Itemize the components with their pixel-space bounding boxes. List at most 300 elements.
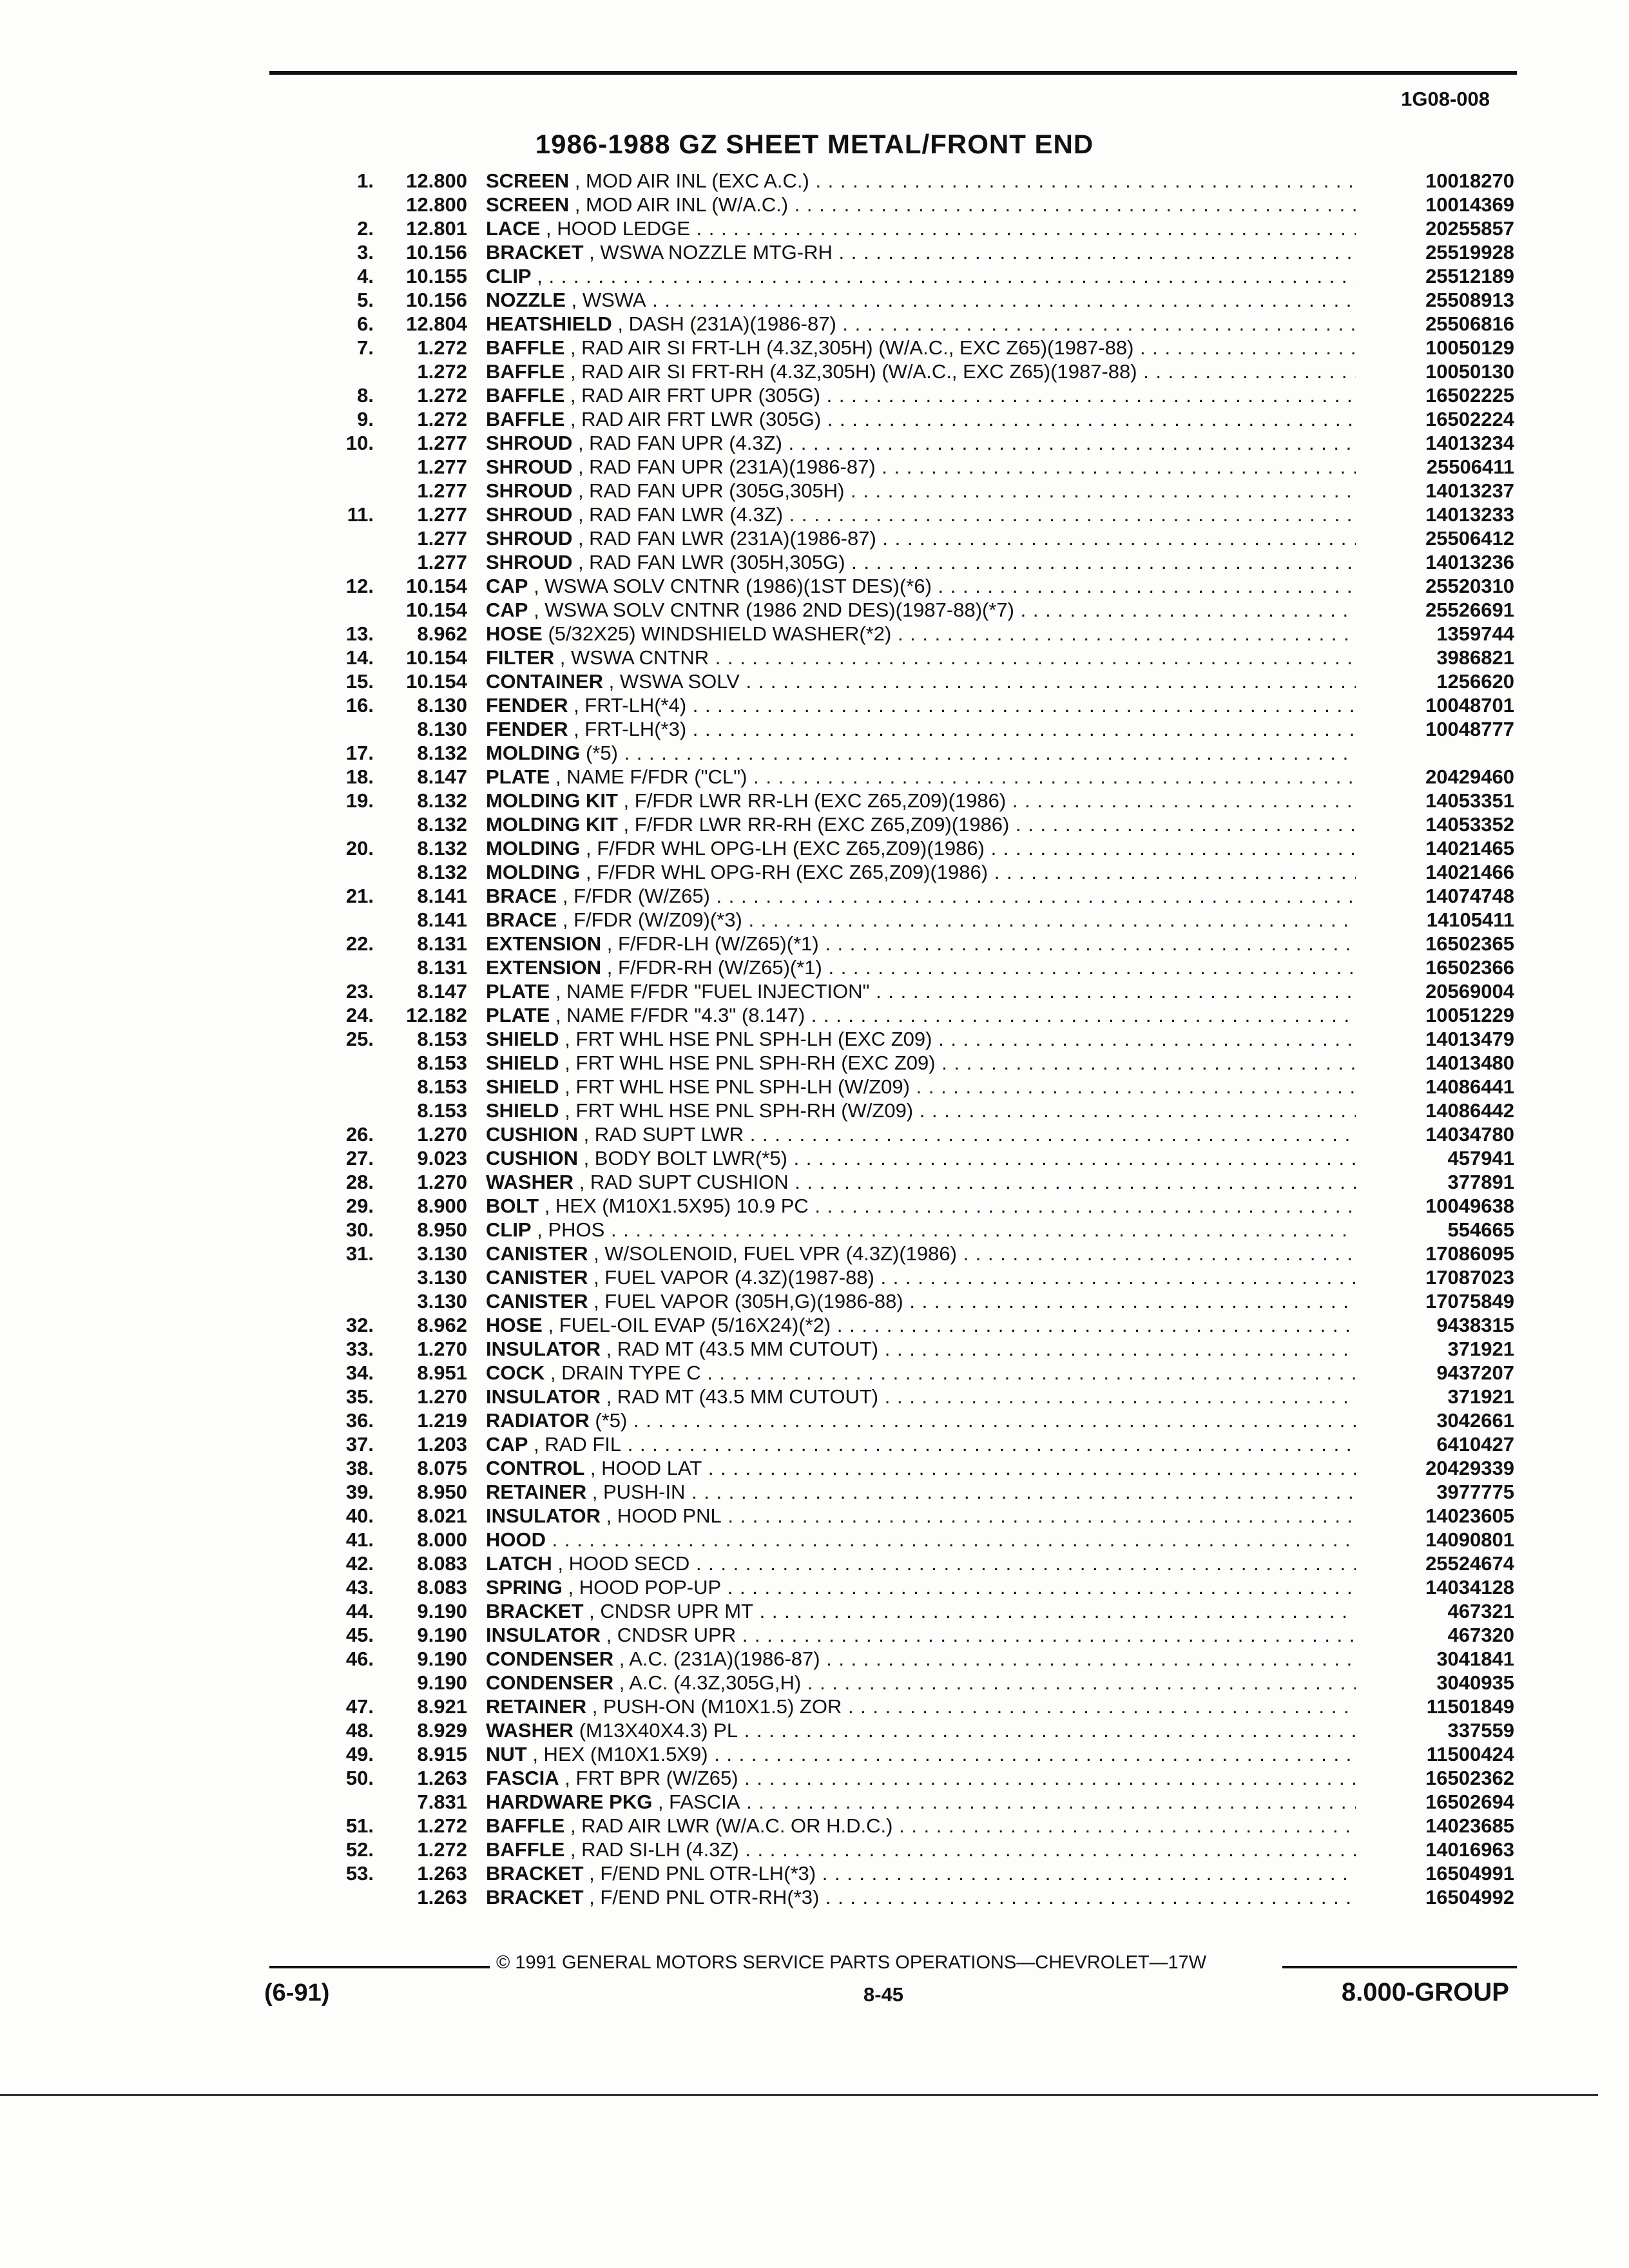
part-name: BRACKET [486,241,584,264]
part-description [486,765,1356,789]
part-spec: , F/FDR WHL OPG-RH (EXC Z65,Z09)(1986) [580,861,988,883]
part-group-number: 1.270 [417,1123,467,1146]
part-ref-number: 29. [345,1195,374,1217]
part-number: 14105411 [1426,908,1514,931]
part-name: SHROUD [486,479,573,502]
footer-rule-right [1282,1966,1517,1968]
part-description [486,1075,1356,1099]
part-group-number: 9.190 [417,1624,467,1646]
part-row [0,1099,1629,1122]
part-description [486,860,1356,884]
part-row [0,646,1629,669]
part-description [486,479,1356,503]
part-description [486,1456,1356,1480]
part-number: 16504991 [1425,1862,1514,1885]
part-description [486,1027,1356,1051]
part-ref-number: 48. [345,1719,374,1742]
part-name: CLIP [486,265,532,287]
part-ref-number: 35. [345,1385,374,1408]
part-row [0,1170,1629,1194]
part-description [486,1623,1356,1647]
part-group-number: 8.962 [417,622,467,645]
part-row [0,979,1629,1003]
part-description [486,312,1356,336]
part-name: BAFFLE [486,1814,565,1837]
part-spec: , F/FDR-LH (W/Z65)(*1) [601,932,819,955]
part-spec: , RAD SI-LH (4.3Z) [564,1838,739,1861]
part-description [486,1671,1356,1695]
part-row [0,240,1629,264]
part-number: 14053351 [1425,789,1514,812]
part-spec: , F/END PNL OTR-RH(*3) [583,1886,820,1908]
part-row [0,1480,1629,1504]
part-number: 14086442 [1425,1099,1514,1122]
part-number: 10049638 [1425,1195,1514,1217]
part-number: 371921 [1447,1385,1514,1408]
part-row [0,1695,1629,1718]
part-group-number: 1.272 [417,384,467,407]
part-number: 14013480 [1425,1052,1514,1074]
part-row [0,1122,1629,1146]
part-ref-number: 32. [345,1314,374,1336]
part-description [486,1099,1356,1122]
part-group-number: 1.277 [417,456,467,478]
part-ref-number: 37. [345,1433,374,1456]
part-ref-number: 10. [345,432,374,454]
footer-group: 8.000-GROUP [1341,1978,1509,2006]
part-number: 3977775 [1436,1481,1514,1503]
part-description [486,360,1356,383]
part-name: SCREEN [486,193,570,216]
part-row [0,1718,1629,1742]
part-spec: , F/FDR (W/Z09)(*3) [557,908,742,931]
part-row [0,1289,1629,1313]
part-description [486,646,1356,669]
part-name: RETAINER [486,1695,587,1718]
part-spec: , FRT WHL HSE PNL SPH-LH (W/Z09) [559,1075,910,1098]
part-description [486,1575,1356,1599]
part-number: 1359744 [1436,622,1514,645]
part-group-number: 10.155 [406,265,467,287]
part-description [486,836,1356,860]
part-ref-number: 1. [357,169,374,192]
top-rule [269,71,1517,75]
part-ref-number: 27. [345,1147,374,1169]
part-description [486,1242,1356,1265]
part-group-number: 1.277 [417,479,467,502]
part-name: HARDWARE PKG [486,1791,653,1813]
part-name: INSULATOR [486,1624,601,1646]
part-row [0,1146,1629,1170]
part-name: CONTAINER [486,670,603,693]
part-description [486,1480,1356,1504]
part-spec: , WSWA CNTNR [554,646,709,669]
part-row [0,741,1629,765]
part-ref-number: 19. [345,789,374,812]
part-description [486,1718,1356,1742]
part-name: CAP [486,575,528,597]
part-group-number: 8.083 [417,1576,467,1599]
part-name: HEATSHIELD [486,312,612,335]
part-group-number: 1.219 [417,1409,467,1432]
part-number: 16502362 [1425,1767,1514,1789]
part-name: BRACKET [486,1862,584,1885]
part-name: WASHER [486,1719,574,1742]
part-row [0,836,1629,860]
part-row [0,693,1629,717]
part-description [486,1194,1356,1218]
part-number: 14021465 [1425,837,1514,860]
part-group-number: 8.900 [417,1195,467,1217]
part-number: 10051229 [1425,1004,1514,1026]
part-name: FENDER [486,694,568,716]
part-spec: , [531,265,543,287]
part-spec: , W/SOLENOID, FUEL VPR (4.3Z)(1986) [588,1242,957,1265]
part-number: 14023605 [1425,1504,1514,1527]
part-number: 25506411 [1426,456,1514,478]
part-row [0,1408,1629,1432]
part-spec: , HOOD LEDGE [540,217,690,240]
part-group-number: 9.190 [417,1671,467,1694]
part-name: SHROUD [486,456,573,478]
bottom-rule [0,2094,1598,2096]
part-spec: , BODY BOLT LWR(*5) [577,1147,787,1169]
part-group-number: 8.153 [417,1099,467,1122]
part-number: 337559 [1447,1719,1514,1742]
part-spec: , WSWA NOZZLE MTG-RH [583,241,833,264]
part-description [486,1504,1356,1528]
part-description [486,431,1356,455]
part-ref-number: 52. [345,1838,374,1861]
part-ref-number: 14. [345,646,374,669]
part-spec: (*5) [580,742,618,764]
part-description [486,1766,1356,1790]
part-description [486,1146,1356,1170]
part-name: BAFFLE [486,408,565,430]
part-spec: , HOOD POP-UP [562,1576,722,1599]
part-spec: , NAME F/FDR ("CL") [550,765,747,788]
part-description [486,264,1356,288]
part-description [486,1218,1356,1242]
part-description [486,1814,1356,1838]
part-row [0,789,1629,812]
part-group-number: 12.804 [406,312,467,335]
part-group-number: 8.130 [417,718,467,740]
part-number: 14013236 [1425,551,1514,573]
part-row [0,216,1629,240]
part-spec: , HOOD PNL [600,1504,722,1527]
part-ref-number: 8. [357,384,374,407]
part-spec: , FASCIA [652,1791,740,1813]
part-spec: , DRAIN TYPE C [545,1361,701,1384]
part-ref-number: 25. [345,1028,374,1050]
part-group-number: 8.000 [417,1528,467,1551]
part-spec: (*5) [589,1409,628,1432]
part-row [0,1766,1629,1790]
part-name: CANISTER [486,1266,588,1289]
part-ref-number: 15. [345,670,374,693]
part-number: 25526691 [1425,599,1514,621]
part-description [486,622,1356,646]
part-spec: , RAD FAN UPR (231A)(1986-87) [572,456,876,478]
part-group-number: 8.950 [417,1481,467,1503]
part-description [486,1742,1356,1766]
part-row [0,312,1629,336]
part-spec: , FRT BPR (W/Z65) [559,1767,738,1789]
part-number: 14013237 [1425,479,1514,502]
part-row [0,264,1629,288]
part-group-number: 1.272 [417,1838,467,1861]
part-description [486,1265,1356,1289]
part-number: 16502365 [1425,932,1514,955]
part-spec: , RAD AIR SI FRT-LH (4.3Z,305H) (W/A.C., EXC Z65)(1987-88) [564,336,1134,359]
part-row [0,1194,1629,1218]
part-row [0,956,1629,979]
part-spec: , RAD AIR SI FRT-RH (4.3Z,305H) (W/A.C., EXC Z65)(1987-88) [564,360,1137,383]
part-row [0,1027,1629,1051]
part-ref-number: 12. [345,575,374,597]
part-spec: , FRT-LH(*4) [568,694,687,716]
part-name: BAFFLE [486,1838,565,1861]
part-description [486,455,1356,479]
part-name: CUSHION [486,1147,578,1169]
part-name: SCREEN [486,169,570,192]
part-description [486,741,1356,765]
part-number: 14013479 [1425,1028,1514,1050]
part-row [0,1885,1629,1909]
page-code: 1G08-008 [1401,88,1490,110]
part-group-number: 3.130 [417,1290,467,1312]
part-spec: , NAME F/FDR "FUEL INJECTION" [550,980,870,1003]
part-name: FILTER [486,646,555,669]
part-row [0,1671,1629,1695]
part-group-number: 8.153 [417,1075,467,1098]
part-spec: , F/FDR LWR RR-LH (EXC Z65,Z09)(1986) [617,789,1007,812]
part-name: PLATE [486,765,550,788]
part-name: FENDER [486,718,568,740]
part-group-number: 8.075 [417,1457,467,1479]
part-row [0,1337,1629,1361]
part-description [486,1003,1356,1027]
part-ref-number: 11. [347,503,374,526]
part-name: CONTROL [486,1457,585,1479]
part-name: INSULATOR [486,1338,601,1360]
part-group-number: 10.156 [406,241,467,264]
part-ref-number: 26. [345,1123,374,1146]
part-spec: , FUEL-OIL EVAP (5/16X24)(*2) [542,1314,831,1336]
part-row [0,479,1629,503]
part-spec: , WSWA SOLV CNTNR (1986 2ND DES)(1987-88)(*7) [528,599,1014,621]
part-name: BRACE [486,908,557,931]
part-group-number: 9.023 [417,1147,467,1169]
part-name: NOZZLE [486,289,566,311]
part-name: WASHER [486,1171,574,1193]
part-spec: , FUEL VAPOR (4.3Z)(1987-88) [588,1266,874,1289]
part-ref-number: 46. [345,1648,374,1670]
part-ref-number: 17. [345,742,374,764]
part-group-number: 1.277 [417,527,467,550]
part-ref-number: 47. [345,1695,374,1718]
part-description [486,1432,1356,1456]
part-row [0,1361,1629,1385]
part-spec: , RAD FAN LWR (4.3Z) [572,503,784,526]
part-ref-number: 33. [345,1338,374,1360]
part-name: RADIATOR [486,1409,590,1432]
part-row [0,193,1629,216]
part-number: 14021466 [1425,861,1514,883]
part-spec: , CNDSR UPR [600,1624,737,1646]
part-name: RETAINER [486,1481,587,1503]
part-row [0,360,1629,383]
part-spec: , WSWA SOLV CNTNR (1986)(1ST DES)(*6) [528,575,932,597]
part-description [486,1861,1356,1885]
part-name: SHIELD [486,1099,559,1122]
part-number: 17087023 [1425,1266,1514,1289]
part-description [486,1552,1356,1575]
part-row [0,908,1629,932]
part-description [486,1289,1356,1313]
part-name: SHIELD [486,1052,559,1074]
part-number: 25519928 [1425,241,1514,264]
part-row [0,812,1629,836]
part-group-number: 8.951 [417,1361,467,1384]
part-group-number: 10.154 [406,670,467,693]
part-spec: , RAD FAN LWR (231A)(1986-87) [572,527,876,550]
part-number: 25506412 [1425,527,1514,550]
part-number: 10048701 [1425,694,1514,716]
part-ref-number: 5. [357,289,374,311]
part-number: 14013234 [1425,432,1514,454]
part-number: 14034128 [1425,1576,1514,1599]
part-group-number: 1.203 [417,1433,467,1456]
part-description [486,169,1356,193]
part-description [486,1385,1356,1408]
part-group-number: 8.131 [417,956,467,979]
part-number: 14013233 [1425,503,1514,526]
part-group-number: 1.272 [417,360,467,383]
part-row [0,1599,1629,1623]
part-spec: , RAD FAN UPR (305G,305H) [572,479,845,502]
part-spec: , FRT WHL HSE PNL SPH-LH (EXC Z09) [559,1028,932,1050]
part-row [0,1838,1629,1861]
part-number: 3041841 [1436,1648,1514,1670]
part-group-number: 1.263 [417,1767,467,1789]
part-row [0,1552,1629,1575]
part-description [486,216,1356,240]
part-name: CAP [486,1433,528,1456]
part-ref-number: 7. [357,336,374,359]
part-group-number: 12.800 [406,169,467,192]
part-spec: , RAD FIL [528,1433,622,1456]
part-group-number: 10.154 [406,646,467,669]
part-group-number: 1.263 [417,1886,467,1908]
part-group-number: 8.921 [417,1695,467,1718]
part-name: HOSE [486,622,543,645]
part-group-number: 8.132 [417,837,467,860]
part-group-number: 9.190 [417,1648,467,1670]
part-ref-number: 39. [345,1481,374,1503]
part-spec: , HEX (M10X1.5X9) [526,1743,708,1765]
part-description [486,1313,1356,1337]
part-name: BRACE [486,885,557,907]
part-number: 10048777 [1425,718,1514,740]
part-row [0,1432,1629,1456]
part-name: CUSHION [486,1123,578,1146]
part-name: LACE [486,217,541,240]
part-spec: , DASH (231A)(1986-87) [612,312,836,335]
part-number: 20429460 [1425,765,1514,788]
part-spec: , RAD MT (43.5 MM CUTOUT) [600,1338,879,1360]
part-group-number: 1.270 [417,1338,467,1360]
part-group-number: 1.272 [417,408,467,430]
part-description [486,1885,1356,1909]
part-name: EXTENSION [486,956,602,979]
part-row [0,1647,1629,1671]
part-name: SHROUD [486,503,573,526]
part-group-number: 8.130 [417,694,467,716]
part-name: MOLDING KIT [486,813,618,836]
part-ref-number: 13. [345,622,374,645]
part-row [0,1003,1629,1027]
part-spec: , F/FDR LWR RR-RH (EXC Z65,Z09)(1986) [617,813,1010,836]
part-description [486,550,1356,574]
part-description [486,1361,1356,1385]
part-number: 9438315 [1436,1314,1514,1336]
part-description [486,1838,1356,1861]
part-description [486,1695,1356,1718]
part-number: 3986821 [1436,646,1514,669]
part-group-number: 8.141 [417,908,467,931]
part-description [486,1647,1356,1671]
part-row [0,526,1629,550]
part-row [0,1790,1629,1814]
part-description [486,1122,1356,1146]
part-name: PLATE [486,1004,550,1026]
part-row [0,1218,1629,1242]
part-number: 10018270 [1425,169,1514,192]
part-row [0,1623,1629,1647]
part-ref-number: 34. [345,1361,374,1384]
part-number: 16502366 [1425,956,1514,979]
part-name: BAFFLE [486,360,565,383]
part-group-number: 1.272 [417,336,467,359]
part-name: SPRING [486,1576,563,1599]
part-number: 377891 [1447,1171,1514,1193]
part-name: SHROUD [486,527,573,550]
part-description [486,1408,1356,1432]
part-description [486,503,1356,526]
part-group-number: 8.021 [417,1504,467,1527]
part-description [486,1170,1356,1194]
part-group-number: 7.831 [417,1791,467,1813]
part-spec: , FRT WHL HSE PNL SPH-RH (W/Z09) [559,1099,914,1122]
part-ref-number: 42. [345,1552,374,1575]
part-row [0,1075,1629,1099]
part-group-number: 10.154 [406,575,467,597]
part-number: 25520310 [1425,575,1514,597]
part-ref-number: 20. [345,837,374,860]
part-name: MOLDING [486,861,581,883]
part-group-number: 8.131 [417,932,467,955]
part-group-number: 3.130 [417,1242,467,1265]
part-description [486,884,1356,908]
part-name: CANISTER [486,1242,588,1265]
part-row [0,1242,1629,1265]
part-spec: , RAD AIR LWR (W/A.C. OR H.D.C.) [564,1814,893,1837]
part-ref-number: 53. [345,1862,374,1885]
part-spec: , HEX (M10X1.5X95) 10.9 PC [539,1195,809,1217]
part-row [0,1742,1629,1766]
